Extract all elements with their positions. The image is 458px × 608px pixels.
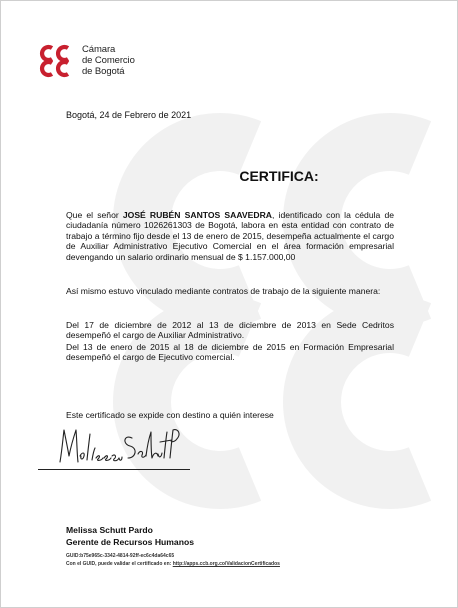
logo-text xyxy=(82,44,135,77)
handwritten-signature xyxy=(54,424,184,472)
paragraph-previous-contracts: Así mismo estuvo vinculado mediante contratos de trabajo de la siguiente manera: xyxy=(66,286,381,296)
employee-name: JOSÉ RUBÉN SANTOS SAAVEDRA xyxy=(122,210,273,220)
paragraph-closing: Este certificado se expide con destino a quién interese xyxy=(66,410,274,420)
paragraph-intro: Que el señor xyxy=(66,210,123,220)
signer-name: Melissa Schutt Pardo xyxy=(66,525,153,535)
certificate-title: CERTIFICA: xyxy=(239,168,319,184)
date-line: Bogotá, 24 de Febrero de 2021 xyxy=(66,110,192,120)
paragraph-contract-2: Del 13 de enero de 2015 al 18 de diciembre de 2015 en Formación Empresarial desempeñó el cargo de Ejecutivo comercial. xyxy=(66,342,394,363)
validation-note xyxy=(66,561,280,567)
validation-link[interactable]: http://apps.ccb.org.co/ValidacionCertificados xyxy=(172,561,280,567)
paragraph-employment xyxy=(66,210,394,262)
paragraph-contract-1: Del 17 de diciembre de 2012 al 13 de diciembre de 2013 en Sede Cedritos desempeñó el cargo de Auxiliar Administrativo. xyxy=(66,320,394,341)
guid-text: GUID:b75e965c-3342-4814-92ff-ec6c4da64c65 xyxy=(66,553,175,559)
logo-line-3: de Bogotá xyxy=(82,66,125,77)
logo-line-2: de Comercio xyxy=(82,55,135,66)
signer-role: Gerente de Recursos Humanos xyxy=(66,537,194,547)
logo-line-1: Cámara xyxy=(82,44,116,55)
paragraph-rest: , identificado con la cédula de ciudadanía número 1026261303 de Bogotá, labora en esta entidad con contrato de trabajo a término fijo desde el 13 de enero de 2015, desempeña actualmente el cargo de Auxiliar Administrativo Ejecutivo Comercial en el área formación empresarial devengando un salario ordinario mensual de $ 1.157.000,00 xyxy=(66,210,395,262)
signature-line xyxy=(38,469,190,470)
validation-prefix: Con el GUID, puede validar el certificado en: xyxy=(66,561,173,567)
